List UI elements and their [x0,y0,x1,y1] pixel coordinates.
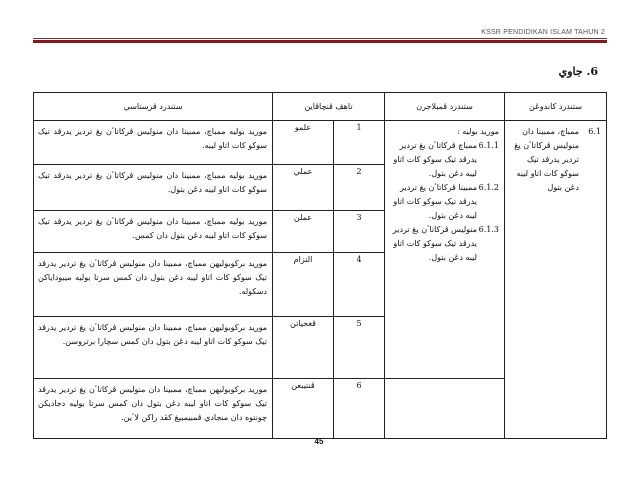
performance-level-descriptor: عملن [273,211,334,253]
learning-standard-text: ممبينا ڤرکاتاٴن يڠ تردير يدرڤد تيک سوکو کات اتاو ليبه دڠن بتول. [393,183,477,220]
header-rule-thin [33,38,607,39]
header-learning-standard: ستندرد ڤمبلاجرن [385,93,505,121]
performance-level-number: 5 [334,317,385,379]
header-content-standard: ستندرد کاندوڠن [505,93,607,121]
learning-standard-intro: موريد بوليه : [457,127,499,136]
section-title [559,65,598,78]
learning-standard-item [389,139,499,181]
content-standard-cell [505,121,607,439]
table-header-row [34,93,607,121]
running-header: KSSR PENDIDIKAN ISLAM TAHUN 2 [481,29,605,36]
section-number: 6. [586,65,598,78]
performance-level-number: 1 [334,121,385,165]
performance-standard-text: موريد برکوبوليهن ممباچ، ممبينا دان منوليس ڤرکاتاٴن يڠ تردير يدرڤد تيک سوکو کات اتاو ليبه دڠن بتول دان کمس سرتا بوليه ميبوداياکن دسکوله. [34,253,273,317]
learning-standard-number: 6.1.3 [478,225,499,234]
learning-standard-text: ممباچ ڤرکاتاٴن يڠ تردير يدرڤد تيک سوکو کات اتاو ليبه دڠن بتول. [393,141,477,178]
performance-level-descriptor: التزام [273,253,334,317]
performance-level-number: 6 [334,379,385,439]
performance-level-number: 3 [334,211,385,253]
learning-standard-item [389,181,499,223]
header-performance-standard: ستندرد ڤرستاسي [34,93,273,121]
page-number: 45 [314,437,324,446]
content-standard-text: ممباچ، ممبينا دان منوليس ڤرکاتاٴن يڠ تردير يدرڤد تيک سوکو کات اتاو ليبه دڠن بتول [514,127,579,192]
performance-level-descriptor: علمو [273,121,334,165]
learning-standard-text: منوليس ڤرکاتاٴن يڠ تردير يدرڤد تيک سوکو کات اتاو ليبه دڠن بتول. [392,225,477,262]
content-standard-number: 6.1 [588,127,601,136]
header-performance-level: تاهڤ ڤنچاڤاين [273,93,385,121]
performance-level-descriptor: ڤغحياتن [273,317,334,379]
performance-standard-text: موريد بوليه ممباچ، ممبينا دان منوليس ڤرکاتاٴن يڠ تردير يدرڤد تيک سوکو کات اتاو ليبه. [34,121,273,165]
performance-level-descriptor: عملي [273,165,334,211]
standards-table [33,92,607,439]
performance-standard-text: موريد برکوبوليهن ممباچ، ممبينا دان منوليس ڤرکاتاٴن يڠ تردير يدرڤد تيک سوکو کات اتاو ليبه دڠن بتول دان کمس سرتا بوليه دجاديکن چونتوه دان منجادي ڤمبيمبيڠ کڤد راکن لاٴين. [34,379,273,439]
table-row [34,121,607,165]
performance-level-number: 2 [334,165,385,211]
performance-level-descriptor: ڤنتيبعن [273,379,334,439]
learning-standard-number: 6.1.2 [478,183,499,192]
performance-standard-text: موريد بوليه ممباچ، ممبينا دان منوليس ڤرکاتاٴن يڠ تردير يدرڤد تيک سوکو کات اتاو ليبه دڠن بتول دان کمس. [34,211,273,253]
learning-standard-item [389,223,499,265]
learning-standard-empty-cell [385,379,505,439]
learning-standard-cell [385,121,505,379]
header-rule-thick [33,40,607,43]
section-title-text: جاوي [558,65,583,78]
performance-standard-text: موريد برکوبوليهن ممباچ، ممبينا دان منوليس ڤرکاتاٴن يڠ تردير يدرڤد تيک سوکو کات اتاو ليبه دڠن بتول دان کمس سچارا برتروسن. [34,317,273,379]
performance-standard-text: موريد بوليه ممباچ، ممبينا دان منوليس ڤرکاتاٴن يڠ تردير يدرڤد تيک سوکو کات اتاو ليبه دڠن بتول. [34,165,273,211]
learning-standard-number: 6.1.1 [478,141,499,150]
performance-level-number: 4 [334,253,385,317]
